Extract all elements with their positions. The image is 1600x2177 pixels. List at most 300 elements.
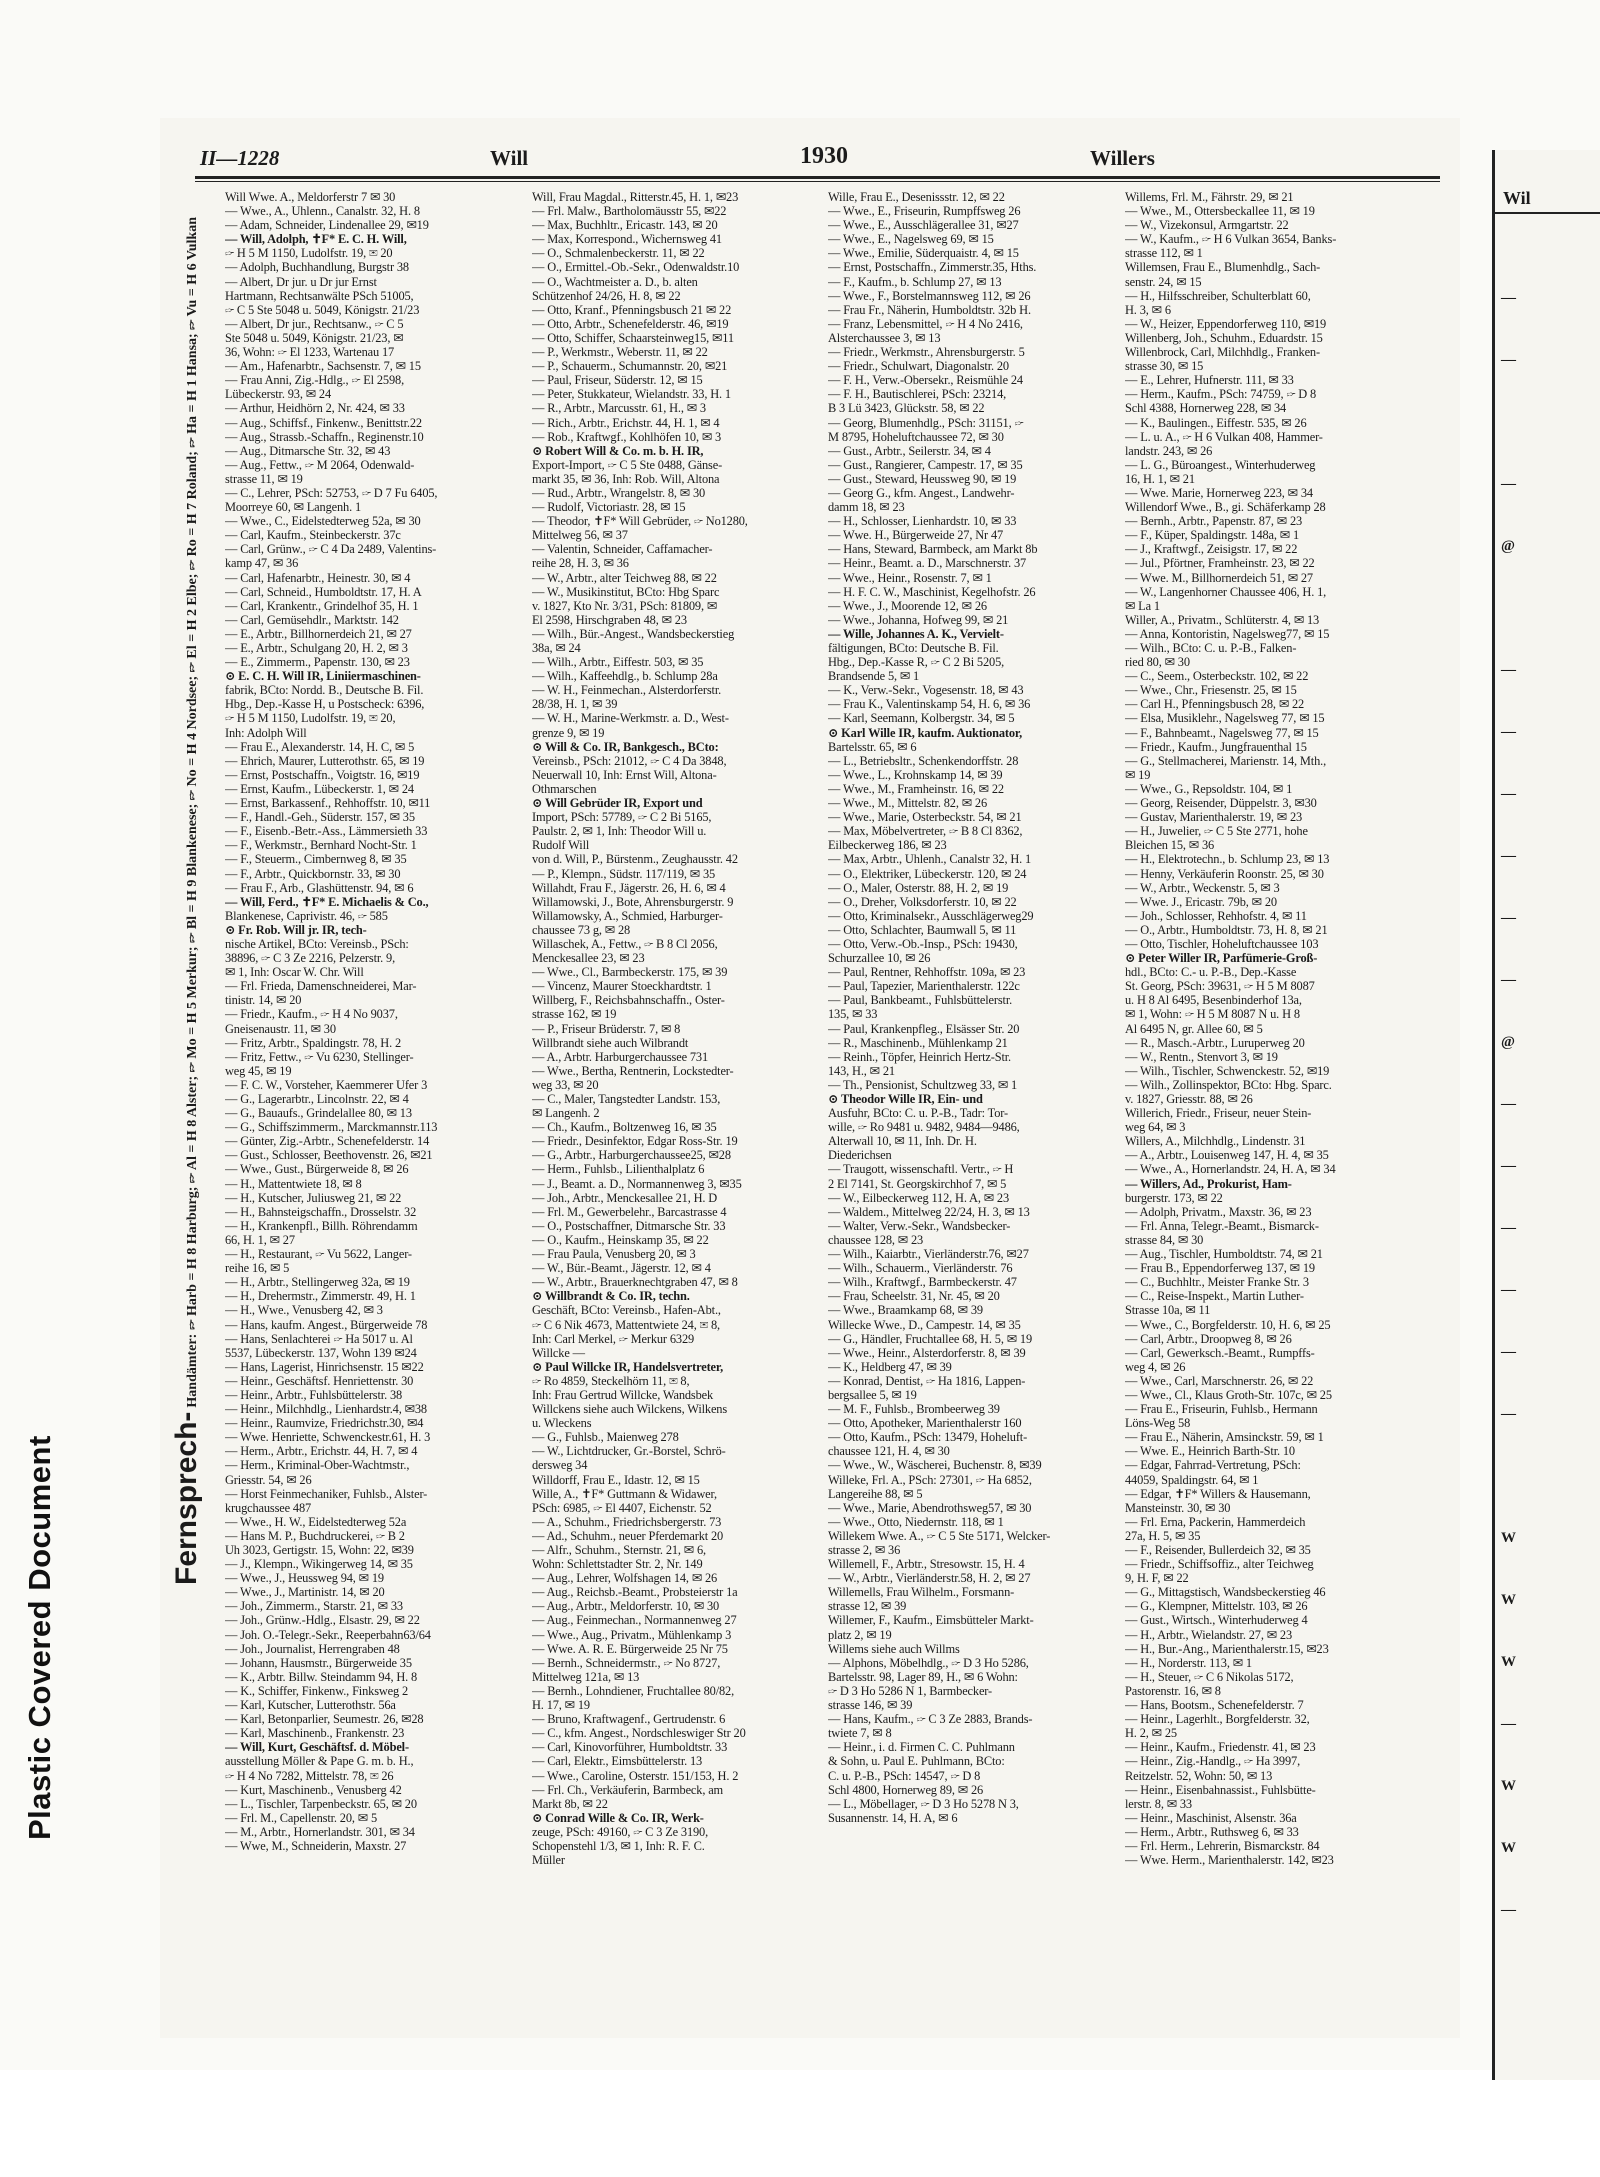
directory-entry-line: — Aug., Feinmechan., Normannenweg 27 [532, 1613, 737, 1628]
directory-entry-line: — Wwe. A. R. E. Bürgerweide 25 Nr 75 [532, 1641, 728, 1656]
directory-entry-line: — Ehrich, Maurer, Lutterothstr. 65, ✉ 19 [225, 753, 425, 768]
directory-entry-line: — Otto, Kranf., Pfenningsbusch 21 ✉ 22 [532, 302, 732, 317]
header-rule-thin [195, 181, 1440, 182]
directory-entry-line: nische Artikel, BCto: Vereinsb., PSch: [225, 936, 409, 951]
directory-entry-line: — Am., Hafenarbtr., Sachsenstr. 7, ✉ 15 [225, 359, 421, 374]
directory-entry-line: — Paul, Rentner, Rehhoffstr. 109a, ✉ 23 [828, 965, 1026, 980]
directory-entry-line: strasse 162, ✉ 19 [532, 1007, 617, 1022]
directory-entry-line: — Paul, Friseur, Süderstr. 12, ✉ 15 [532, 373, 703, 388]
directory-entry-line: — Edgar, Fahrrad-Vertretung, PSch: [1125, 1458, 1301, 1473]
directory-entry-line: — P., Klempn., Südstr. 117/119, ✉ 35 [532, 866, 716, 881]
directory-entry-line: — Joh., Schlosser, Rehhofstr. 4, ✉ 11 [1125, 908, 1307, 923]
directory-entry-line: — Max, Arbtr., Uhlenh., Canalstr 32, H. 1 [828, 852, 1032, 867]
directory-entry-line: — Karl, Maschinenb., Frankenstr. 23 [225, 1726, 405, 1741]
directory-entry-line: — Ad., Schuhm., neuer Pferdemarkt 20 [532, 1528, 724, 1543]
directory-entry-line: — Ernst, Barkassenf., Rehhoffstr. 10, ✉11 [225, 796, 431, 811]
directory-entry-line: — Alphons, Möbelhdlg., 🖙 D 3 Ho 5286, [828, 1655, 1029, 1670]
directory-entry-line: Geschäft, BCto: Vereinsb., Hafen-Abt., [532, 1303, 721, 1318]
directory-entry-line: Rudolf Will [532, 838, 590, 853]
directory-entry-line: zeuge, PSch: 49160, 🖙 C 3 Ze 3190, [532, 1824, 709, 1839]
directory-entry-line: — H., Steuer, 🖙 C 6 Nikolas 5172, [1125, 1669, 1294, 1684]
directory-entry-line: — W. H., Feinmechan., Alsterdorferstr. [532, 683, 722, 698]
directory-entry-line: — Heinr., Kaufm., Friedenstr. 41, ✉ 23 [1125, 1740, 1316, 1755]
directory-entry-line: ausstellung Möller & Pape G. m. b. H., [225, 1754, 414, 1769]
directory-entry-line: — Heinr., i. d. Firmen C. C. Puhlmann [828, 1740, 1015, 1755]
directory-entry-line: — Will, Adolph, ✝F* E. C. H. Will, [225, 232, 407, 247]
directory-entry-line: PSch: 6985, 🖙 El 4407, Eichenstr. 52 [532, 1500, 712, 1515]
directory-entry-line: — K., Baulingen., Eiffestr. 535, ✉ 26 [1125, 415, 1307, 430]
directory-entry-line: — Theodor, ✝F* Will Gebrüder, 🖙 No1280, [532, 514, 748, 529]
directory-entry-line: — P., Friseur Brüderstr. 7, ✉ 8 [532, 1021, 681, 1036]
directory-entry-line: — G., Bauaufs., Grindelallee 80, ✉ 13 [225, 1106, 412, 1121]
directory-entry-line: Willemells, Frau Wilhelm., Forsmann- [828, 1585, 1015, 1600]
directory-entry-line: — Frau F., Arb., Glashüttenstr. 94, ✉ 6 [225, 880, 414, 895]
directory-entry-line: 🖙 H 4 No 7282, Mittelstr. 78, ✉ 26 [225, 1768, 394, 1783]
directory-entry-line: — Wwe. Marie, Hornerweg 223, ✉ 34 [1125, 485, 1313, 500]
directory-entry-line: — Karl, Kutscher, Lutterothstr. 56a [225, 1698, 396, 1713]
directory-entry-line: Willckens siehe auch Wilckens, Wilkens [532, 1402, 728, 1417]
directory-entry-line: 143, H., ✉ 21 [828, 1063, 895, 1078]
directory-entry-line: — Wwe, M., Schneiderin, Maxstr. 27 [225, 1838, 407, 1853]
directory-entry-line: Susannenstr. 14, H. A, ✉ 6 [828, 1810, 958, 1825]
directory-entry-line: — H., Krankenpfl., Billh. Röhrendamm [225, 1218, 418, 1233]
directory-entry-line: — Heinr., Lagerhlt., Borgfelderstr. 32, [1125, 1712, 1310, 1727]
directory-entry-line: strasse 2, ✉ 36 [828, 1543, 901, 1557]
directory-entry-line: fältigungen, BCto: Deutsche B. Fil. [828, 641, 999, 655]
directory-entry-line: — H., Norderstr. 113, ✉ 1 [1125, 1655, 1252, 1670]
directory-entry-line: Import, PSch: 57789, 🖙 C 2 Bi 5165, [532, 810, 712, 825]
directory-entry-line: — Gustav, Marienthalerstr. 19, ✉ 23 [1125, 810, 1303, 825]
directory-entry-line: strasse 84, ✉ 30 [1125, 1232, 1204, 1247]
directory-entry-line: — E., Arbtr., Schulgang 20, H. 2, ✉ 3 [225, 641, 408, 655]
directory-entry-line: Mansteinstr. 30, ✉ 30 [1125, 1500, 1231, 1515]
directory-entry-line: — Herm., Fuhlsb., Lilienthalplatz 6 [532, 1162, 705, 1177]
directory-entry-line: — H., Arbtr., Wielandstr. 27, ✉ 23 [1125, 1627, 1292, 1642]
directory-entry-line: platz 2, ✉ 19 [828, 1627, 892, 1642]
directory-entry-line: Eilbeckerweg 186, ✉ 23 [828, 838, 947, 853]
directory-entry-line: ⊙ Karl Wille IR, kaufm. Auktionator, [828, 725, 1023, 740]
directory-entry-line: — Frau E., Alexanderstr. 14, H. C, ✉ 5 [225, 739, 415, 754]
directory-entry-line: — Otto, Tischler, Hoheluftchaussee 103 [1125, 936, 1319, 951]
directory-entry-line: Will, Frau Magdal., Ritterstr.45, H. 1, ✉23 [532, 190, 739, 204]
directory-entry-line: ⊙ Peter Willer IR, Parfümerie-Groß- [1125, 951, 1318, 966]
directory-entry-line: — Valentin, Schneider, Caffamacher- [532, 542, 713, 557]
adjacent-fragment: — [1501, 1716, 1516, 1732]
directory-entry-line: — Frau Paula, Venusberg 20, ✉ 3 [532, 1247, 696, 1262]
adjacent-fragment: — [1501, 290, 1516, 306]
adjacent-fragment: W [1501, 1654, 1516, 1670]
directory-entry-line: burgerstr. 173, ✉ 22 [1125, 1190, 1223, 1205]
directory-entry-line: — Johann, Hausmstr., Bürgerweide 35 [225, 1655, 412, 1670]
directory-entry-line: u. H 8 Al 6495, Besenbinderhof 13a, [1125, 993, 1302, 1008]
adjacent-fragment: — [1501, 1158, 1516, 1174]
legend-codes: 🖙 Harb = H 8 Harburg; 🖙 Al = H 8 Alster; 🖙 Mo = H 5 Merkur; 🖙 Bl = H 9 Blankenese; 🖙 No = H 4 Nordsee; 🖙 El = H 2 Elbe; 🖙 Ro = H 7 Roland; 🖙 Ha = H 1 Hansa; 🖙 Vu = H 6 Vulkan [185, 217, 200, 1330]
directory-entry-line: ✉ La 1 [1125, 598, 1160, 613]
directory-entry-line: Bleichen 15, ✉ 36 [1125, 838, 1215, 853]
directory-entry-line: Griesstr. 54, ✉ 26 [225, 1472, 312, 1487]
directory-entry-line: — J., Beamt. a. D., Normannenweg 3, ✉35 [532, 1176, 742, 1191]
directory-entry-line: — Alfr., Schuhm., Sternstr. 21, ✉ 6, [532, 1543, 706, 1557]
directory-entry-line: senstr. 24, ✉ 15 [1125, 274, 1202, 289]
adjacent-fragment: W [1501, 1530, 1516, 1546]
directory-entry-line: Schopenstehl 1/3, ✉ 1, Inh: R. F. C. [532, 1838, 705, 1853]
directory-entry-line: — Wilh., Arbtr., Eiffestr. 503, ✉ 35 [532, 655, 704, 670]
directory-entry-line: — Frl. Malw., Bartholomäusstr 55, ✉22 [532, 204, 727, 219]
directory-entry-line: Markt 8b, ✉ 22 [532, 1796, 608, 1811]
directory-entry-line: — F., Küper, Spaldingstr. 148a, ✉ 1 [1125, 528, 1300, 543]
directory-entry-line: Al 6495 N, gr. Allee 60, ✉ 5 [1125, 1021, 1263, 1036]
adjacent-fragment: — [1501, 724, 1516, 740]
directory-entry-line: Hbg., Dep.-Kasse H, u Postscheck: 6396, [225, 697, 425, 712]
directory-entry-line: Willerich, Friedr., Friseur, neuer Stein- [1125, 1106, 1312, 1121]
directory-entry-line: — Wilh., Kraftwgf., Barmbeckerstr. 47 [828, 1275, 1017, 1290]
directory-entry-line: Wille, A., ✝F* Guttmann & Widawer, [532, 1486, 717, 1501]
directory-entry-line: — Wwe., Otto, Niedernstr. 118, ✉ 1 [828, 1514, 1004, 1529]
directory-entry-line: — Wwe., W., Wäscherei, Buchenstr. 8, ✉39 [828, 1458, 1042, 1473]
directory-entry-line: — Joh., Grünw.-Hdlg., Elsastr. 29, ✉ 22 [225, 1613, 420, 1628]
directory-entry-line: — Frl. M., Gewerbelehr., Barcastrasse 4 [532, 1204, 727, 1219]
header-rule [195, 176, 1440, 179]
directory-entry-line: — Albert, Dr jur., Rechtsanw., 🖙 C 5 [225, 316, 404, 331]
directory-entry-line: M 8795, Hoheluftchaussee 72, ✉ 30 [828, 429, 1004, 444]
directory-entry-line: — J., Kraftwgf., Zeisigstr. 17, ✉ 22 [1125, 542, 1298, 557]
directory-entry-line: — Will, Kurt, Geschäftsf. d. Möbel- [225, 1740, 409, 1755]
directory-entry-line: Willbrandt siehe auch Wilbrandt [532, 1035, 689, 1050]
directory-entry-line: Willdorff, Frau E., Idastr. 12, ✉ 15 [532, 1472, 700, 1487]
directory-entry-line: Will Wwe. A., Meldorferstr 7 ✉ 30 [225, 190, 396, 204]
directory-entry-line: — Wwe., A., Uhlenn., Canalstr. 32, H. 8 [225, 204, 420, 219]
directory-entry-line: Wille, Frau E., Desenissstr. 12, ✉ 22 [828, 190, 1005, 204]
directory-entry-line: — Wwe. E., Heinrich Barth-Str. 10 [1125, 1444, 1295, 1459]
directory-entry-line: Hartmann, Rechtsanwälte PSch 51005, [225, 288, 414, 303]
directory-entry-line: — Wwe., Cl., Barmbeckerstr. 175, ✉ 39 [532, 965, 728, 980]
directory-entry-line: Inh: Carl Merkel, 🖙 Merkur 6329 [532, 1331, 695, 1346]
directory-page [160, 118, 1460, 2038]
directory-entry-line: — Carl, Kinovorführer, Humboldtstr. 33 [532, 1740, 728, 1755]
directory-entry-line: — G., Fuhlsb., Maienweg 278 [532, 1430, 679, 1445]
directory-entry-line: — Bruno, Kraftwagenf., Gertrudenstr. 6 [532, 1712, 726, 1727]
directory-entry-line: 44059, Spaldingstr. 64, ✉ 1 [1125, 1472, 1259, 1487]
directory-entry-line: — W., Heizer, Eppendorferweg 110, ✉19 [1125, 316, 1327, 331]
directory-entry-line: — Friedr., Schiffsoffiz., alter Teichweg [1125, 1557, 1314, 1572]
directory-entry-line: — Frl. Anna, Telegr.-Beamt., Bismarck- [1125, 1218, 1319, 1233]
column-2 [532, 190, 834, 2030]
directory-entry-line: — Wwe. H., Bürgerweide 27, Nr 47 [828, 528, 1004, 543]
directory-entry-line: twiete 7, ✉ 8 [828, 1726, 892, 1741]
adjacent-fragment: — [1501, 662, 1516, 678]
directory-entry-line: — Hans M. P., Buchdruckerei, 🖙 B 2 [225, 1528, 405, 1543]
directory-entry-line: — O., Maler, Osterstr. 88, H. 2, ✉ 19 [828, 880, 1009, 895]
directory-entry-line: — H., Mattentwiete 18, ✉ 8 [225, 1176, 362, 1191]
directory-entry-line: — H., Wwe., Venusberg 42, ✉ 3 [225, 1303, 383, 1318]
directory-entry-line: Lübeckerstr. 93, ✉ 24 [225, 387, 331, 402]
directory-entry-line: Paulstr. 2, ✉ 1, Inh: Theodor Will u. [532, 824, 707, 839]
directory-entry-line: strasse 112, ✉ 1 [1125, 246, 1203, 261]
directory-entry-line: 2 El 7141, St. Georgskirchhof 7, ✉ 5 [828, 1176, 1007, 1191]
directory-entry-line: Willamowski, J., Bote, Ahrensburgerstr. 9 [532, 894, 734, 909]
directory-entry-line: — Frau Anni, Zig.-Hdlg., 🖙 El 2598, [225, 373, 405, 388]
directory-entry-line: — Aug., Reichsb.-Beamt., Probsteierstr 1a [532, 1585, 738, 1600]
directory-entry-line: — O., Schmalenbeckerstr. 11, ✉ 22 [532, 246, 705, 261]
column-1 [225, 190, 527, 2030]
directory-entry-line: — Paul, Krankenpfleg., Elsässer Str. 20 [828, 1021, 1020, 1036]
directory-entry-line: — Heinr., Beamt. a. D., Marschnerstr. 37 [828, 556, 1027, 571]
directory-entry-line: — W., Kaufm., 🖙 H 6 Vulkan 3654, Banks- [1125, 232, 1337, 247]
directory-entry-line: — Heinr., Maschinist, Alsenstr. 36a [1125, 1810, 1297, 1825]
directory-entry-line: — Wwe., Braamkamp 68, ✉ 39 [828, 1303, 983, 1318]
directory-entry-line: — Paul, Bankbeamt., Fuhlsbüttelerstr. [828, 993, 1013, 1008]
directory-entry-line: — G., Lagerarbtr., Lincolnstr. 22, ✉ 4 [225, 1092, 409, 1106]
directory-entry-line: Mittelweg 121a, ✉ 13 [532, 1669, 640, 1684]
directory-entry-line: chaussee 128, ✉ 23 [828, 1232, 924, 1247]
page-header [160, 118, 1460, 182]
directory-entry-line: Schurzallee 10, ✉ 26 [828, 951, 931, 966]
directory-entry-line: Willendorf Wwe., B., gi. Schäferkamp 28 [1125, 500, 1326, 515]
directory-entry-line: Moorreye 60, ✉ Langenh. 1 [225, 500, 362, 515]
directory-entry-line: ✉ 1, Wohn: 🖙 H 5 M 8087 N u. H 8 [1125, 1007, 1300, 1022]
directory-entry-line: — Otto, Arbtr., Schenefelderstr. 46, ✉19 [532, 316, 729, 331]
legend-title: Fernsprech- [170, 1411, 203, 1585]
directory-entry-line: v. 1827, Griesstr. 88, ✉ 26 [1125, 1092, 1253, 1106]
directory-entry-line: 🖙 H 5 M 1150, Ludolfstr. 19, ✉ 20 [225, 246, 393, 261]
directory-entry-line: — R., Maschinenb., Mühlenkamp 21 [828, 1035, 1008, 1050]
directory-entry-line: — Will, Ferd., ✝F* E. Michaelis & Co., [225, 894, 429, 909]
directory-entry-line: — Rud., Arbtr., Wrangelstr. 8, ✉ 30 [532, 485, 706, 500]
directory-entry-line: — Frl. Ch., Verkäuferin, Barmbeck, am [532, 1782, 724, 1797]
directory-entry-line: — Ernst, Postschaffn., Zimmerstr.35, Hths. [828, 260, 1037, 275]
directory-entry-line: — Arthur, Heidhörn 2, Nr. 424, ✉ 33 [225, 401, 405, 416]
directory-entry-line: — W., Lichtdrucker, Gr.-Borstel, Schrö- [532, 1444, 726, 1459]
directory-entry-line: — Frau E., Friseurin, Fuhlsb., Hermann [1125, 1402, 1318, 1417]
directory-entry-line: St. Georg, PSch: 39631, 🖙 H 5 M 8087 [1125, 979, 1315, 994]
directory-entry-line: 🖙 C 6 Nik 4673, Mattentwiete 24, ✉ 8, [532, 1317, 720, 1332]
directory-entry-line: Pastorenstr. 16, ✉ 8 [1125, 1683, 1221, 1698]
directory-entry-line: — Otto, Kaufm., PSch: 13479, Hoheluft- [828, 1430, 1028, 1445]
directory-entry-line: — Franz, Lebensmittel, 🖙 H 4 No 2416, [828, 316, 1023, 331]
directory-entry-line: 🖙 C 5 Ste 5048 u. 5049, Königstr. 21/23 [225, 302, 420, 317]
directory-entry-line: — Peter, Stukkateur, Wielandstr. 33, H. 1 [532, 387, 731, 402]
directory-entry-line: Uh 3023, Gertigstr. 15, Wohn: 22, ✉39 [225, 1543, 414, 1557]
directory-entry-line: — R., Arbtr., Marcusstr. 61, H., ✉ 3 [532, 401, 706, 416]
directory-entry-line: 38a, ✉ 24 [532, 641, 581, 655]
directory-entry-line: kamp 47, ✉ 36 [225, 556, 299, 571]
directory-entry-line: — Wwe., M., Ottersbeckallee 11, ✉ 19 [1125, 204, 1315, 219]
directory-entry-line: — Kurt, Maschinenb., Venusberg 42 [225, 1782, 402, 1797]
directory-entry-line: — Ernst, Kaufm., Lübeckerstr. 1, ✉ 24 [225, 781, 414, 796]
directory-entry-line: Löns-Weg 58 [1125, 1416, 1191, 1431]
directory-entry-line: — Gust., Arbtr., Seilerstr. 34, ✉ 4 [828, 443, 991, 458]
directory-entry-line: — F., Reisender, Bullerdeich 32, ✉ 35 [1125, 1543, 1311, 1557]
directory-entry-line: — Wwe., M., Framheinstr. 16, ✉ 22 [828, 781, 1004, 796]
header-year: 1930 [800, 143, 848, 169]
directory-entry-line: Willemsen, Frau E., Blumenhdlg., Sach- [1125, 260, 1321, 275]
directory-entry-line: Inh: Adolph Will [225, 725, 307, 740]
directory-entry-line: Willekem Wwe. A., 🖙 C 5 Ste 5171, Welcker- [828, 1528, 1051, 1543]
directory-entry-line: — Heinr., Eisenbahnassist., Fuhlsbütte- [1125, 1782, 1316, 1797]
directory-entry-line: — Frau E., Näherin, Amsinckstr. 59, ✉ 1 [1125, 1430, 1324, 1445]
directory-entry-line: — F., Kaufm., b. Schlump 27, ✉ 13 [828, 274, 1002, 289]
directory-entry-line: strasse 11, ✉ 19 [225, 471, 303, 486]
directory-entry-line: — F., Arbtr., Quickbornstr. 33, ✉ 30 [225, 866, 401, 881]
directory-entry-line: — Carl, Gemüsehdlr., Marktstr. 142 [225, 612, 399, 627]
directory-entry-line: — Wwe. M., Billhornerdeich 51, ✉ 27 [1125, 570, 1313, 585]
directory-entry-line: dersweg 34 [532, 1458, 588, 1473]
directory-entry-line: Willers, A., Milchhdlg., Lindenstr. 31 [1125, 1134, 1306, 1149]
directory-entry-line: 36, Wohn: 🖙 El 1233, Wartenau 17 [225, 345, 395, 360]
directory-entry-line: — Friedr., Werkmstr., Ahrensburgerstr. 5 [828, 345, 1025, 360]
directory-entry-line: — Hans, Lagerist, Hinrichsenstr. 15 ✉22 [225, 1359, 424, 1374]
directory-entry-line: — Günter, Zig.-Arbtr., Schenefelderstr. 14 [225, 1134, 430, 1149]
directory-entry-line: hdl., BCto: C.- u. P.-B., Dep.-Kasse [1125, 965, 1297, 980]
directory-entry-line: — Aug., Lehrer, Wolfshagen 14, ✉ 26 [532, 1571, 718, 1586]
directory-entry-line: Bartelsstr. 98, Lager 89, H., ✉ 6 Wohn: [828, 1669, 1018, 1684]
directory-entry-line: — F. C. W., Vorsteher, Kaemmerer Ufer 3 [225, 1077, 428, 1092]
directory-entry-line: — Elsa, Musiklehr., Nagelsweg 77, ✉ 15 [1125, 711, 1325, 726]
directory-entry-line: strasse 146, ✉ 39 [828, 1698, 913, 1713]
directory-entry-line: 28/38, H. 1, ✉ 39 [532, 697, 618, 712]
directory-entry-line: Schl 4388, Hornerweg 228, ✉ 34 [1125, 401, 1287, 416]
directory-entry-line: — C., Reise-Inspekt., Martin Luther- [1125, 1289, 1304, 1304]
adjacent-fragment: W [1501, 1592, 1516, 1608]
directory-entry-line: Willenberg, Joh., Schuhm., Eduardstr. 15 [1125, 330, 1323, 345]
directory-entry-line: — H., Restaurant, 🖙 Vu 5622, Langer- [225, 1247, 412, 1262]
directory-entry-line: — Aug., Tischler, Humboldtstr. 74, ✉ 21 [1125, 1247, 1323, 1262]
adjacent-page-header: Wil [1503, 188, 1531, 208]
directory-entry-line: ⊙ Paul Willcke IR, Handelsvertreter, [532, 1359, 724, 1374]
directory-entry-line: — W. H., Marine-Werkmstr. a. D., West- [532, 711, 729, 726]
adjacent-fragment: @ [1501, 538, 1515, 554]
directory-entry-line: fabrik, BCto: Nordd. B., Deutsche B. Fil. [225, 683, 424, 698]
directory-entry-line: — Adam, Schneider, Lindenallee 29, ✉19 [225, 218, 429, 233]
directory-entry-line: Willems siehe auch Willms [828, 1641, 960, 1656]
directory-entry-line: — A., Schuhm., Friedrichsbergerstr. 73 [532, 1514, 722, 1529]
directory-entry-line: Menckesallee 23, ✉ 23 [532, 951, 645, 966]
directory-entry-line: — F., Bahnbeamt., Nagelsweg 77, ✉ 15 [1125, 725, 1319, 740]
directory-entry-line: Alterwall 10, ✉ 11, Inh. Dr. H. [828, 1134, 977, 1149]
directory-entry-line: — Wwe., Bertha, Rentnerin, Lockstedter- [532, 1063, 734, 1078]
directory-entry-line: — Heinr., Geschäftsf. Henriettenstr. 30 [225, 1373, 414, 1388]
directory-entry-line: — Wwe., Johanna, Hofweg 99, ✉ 21 [828, 612, 1009, 627]
directory-entry-line: von d. Will, P., Bürstenm., Zeughausstr. 42 [532, 852, 738, 867]
directory-entry-line: — Bernh., Schneidermstr., 🖙 No 8727, [532, 1655, 721, 1670]
adjacent-fragment: — [1501, 972, 1516, 988]
directory-entry-line: — Wwe., H. W., Eidelstedterweg 52a [225, 1514, 407, 1529]
directory-entry-line: H. 3, ✉ 6 [1125, 302, 1171, 317]
directory-entry-line: — Otto, Apotheker, Marienthalerstr 160 [828, 1416, 1022, 1431]
directory-entry-line: Gneisenaustr. 11, ✉ 30 [225, 1021, 336, 1036]
directory-entry-line: — Friedr., Schulwart, Diagonalstr. 20 [828, 359, 1009, 374]
directory-entry-line: — Friedr., Kaufm., 🖙 H 4 No 9037, [225, 1007, 398, 1022]
directory-entry-line: — Wwe., Marie, Abendrothsweg57, ✉ 30 [828, 1500, 1032, 1515]
adjacent-fragment: — [1501, 1220, 1516, 1236]
directory-entry-line: chaussee 73 g, ✉ 28 [532, 922, 631, 937]
directory-entry-line: — H., Drehermstr., Zimmerstr. 49, H. 1 [225, 1289, 416, 1304]
adjacent-fragment: @ [1501, 1034, 1515, 1050]
directory-entry-line: — Heinr., Arbtr., Fuhlsbüttelerstr. 38 [225, 1387, 403, 1402]
directory-entry-line: — K., Heldberg 47, ✉ 39 [828, 1359, 952, 1374]
directory-entry-line: Diederichsen [828, 1148, 892, 1163]
directory-entry-line: — Aug., Arbtr., Meldorferstr. 10, ✉ 30 [532, 1599, 720, 1614]
directory-entry-line: — W., Rentn., Stenvort 3, ✉ 19 [1125, 1049, 1278, 1064]
directory-entry-line: — Reinh., Töpfer, Heinrich Hertz-Str. [828, 1049, 1011, 1064]
directory-entry-line: Mittelweg 56, ✉ 37 [532, 528, 628, 543]
directory-entry-line: — Aug., Schiffsf., Finkenw., Benittstr.22 [225, 415, 422, 430]
directory-entry-line: — C., Buchhltr., Meister Franke Str. 3 [1125, 1275, 1309, 1290]
directory-entry-line: 16, H. 1, ✉ 21 [1125, 471, 1195, 486]
directory-entry-line: grenze 9, ✉ 19 [532, 725, 605, 740]
directory-entry-line: — Max, Korrespond., Wichernsweg 41 [532, 232, 722, 247]
directory-entry-line: — Wwe., Caroline, Osterstr. 151/153, H. 2 [532, 1768, 739, 1783]
directory-entry-line: — Ch., Kaufm., Boltzenweg 16, ✉ 35 [532, 1120, 717, 1135]
directory-entry-line: markt 35, ✉ 36, Inh: Rob. Will, Altona [532, 471, 720, 486]
directory-entry-line: — Otto, Schlachter, Baumwall 5, ✉ 11 [828, 922, 1017, 937]
directory-entry-line: — L., Betriebsltr., Schenkendorffstr. 28 [828, 753, 1019, 768]
directory-entry-line: — Wwe., E., Friseurin, Rumpffsweg 26 [828, 204, 1021, 219]
directory-entry-line: 66, H. 1, ✉ 27 [225, 1232, 295, 1247]
directory-entry-line: — L., Tischler, Tarpenbeckstr. 65, ✉ 20 [225, 1796, 417, 1811]
directory-entry-line: Willemer, F., Kaufm., Eimsbütteler Markt- [828, 1613, 1034, 1628]
directory-entry-line: — W., Bür.-Beamt., Jägerstr. 12, ✉ 4 [532, 1261, 711, 1276]
directory-entry-line: Schl 4800, Hornerweg 89, ✉ 26 [828, 1782, 984, 1797]
directory-entry-line: — Joh., Zimmerm., Starstr. 21, ✉ 33 [225, 1599, 403, 1614]
directory-entry-line: — F. H., Verw.-Obersekr., Reismühle 24 [828, 373, 1023, 388]
directory-entry-line: — Fritz, Arbtr., Spaldingstr. 78, H. 2 [225, 1035, 402, 1050]
directory-entry-line: Willahdt, Frau F., Jägerstr. 26, H. 6, ✉ 4 [532, 880, 726, 895]
directory-entry-line: — Frl. Frieda, Damenschneiderei, Mar- [225, 979, 417, 994]
directory-entry-line: ✉ 19 [1125, 767, 1151, 782]
directory-entry-line: — G., Arbtr., Harburgerchaussee25, ✉28 [532, 1148, 731, 1163]
directory-entry-line: — Bernh., Lohndiener, Fruchtallee 80/82, [532, 1683, 735, 1698]
directory-entry-line: — Joh., Journalist, Herrengraben 48 [225, 1641, 400, 1656]
legend-subtitle: Handämter: [185, 1333, 200, 1408]
directory-entry-line: — Georg, Blumenhdlg., PSch: 31151, 🖙 [828, 415, 1024, 430]
directory-entry-line: 135, ✉ 33 [828, 1007, 878, 1022]
directory-entry-line: — W., Vizekonsul, Armgartstr. 22 [1125, 218, 1289, 233]
directory-entry-line: Willcke — [532, 1345, 585, 1360]
directory-entry-line: — Hans, kaufm. Angest., Bürgerweide 78 [225, 1317, 428, 1332]
directory-entry-line: Willberg, F., Reichsbahnschaffn., Oster- [532, 993, 725, 1008]
directory-entry-line: — K., Arbtr. Billw. Steindamm 94, H. 8 [225, 1669, 418, 1684]
directory-entry-line: 5537, Lübeckerstr. 137, Wohn 139 ✉24 [225, 1345, 417, 1360]
directory-entry-line: — Edgar, ✝F* Willers & Hausemann, [1125, 1486, 1311, 1501]
directory-entry-line: — Karl, Seemann, Kolbergstr. 34, ✉ 5 [828, 711, 1015, 726]
directory-entry-line: 🖙 D 3 Ho 5286 N 1, Barmbecker- [828, 1683, 992, 1698]
directory-entry-line: — Henny, Verkäuferin Roonstr. 25, ✉ 30 [1125, 866, 1324, 881]
directory-entry-line: — Hans, Bootsm., Schenefelderstr. 7 [1125, 1698, 1304, 1713]
directory-entry-line: Willamowsky, A., Schmied, Harburger- [532, 908, 723, 923]
directory-entry-line: — M., Arbtr., Hornerlandstr. 301, ✉ 34 [225, 1824, 415, 1839]
directory-entry-line: — E., Lehrer, Hufnerstr. 111, ✉ 33 [1125, 373, 1294, 388]
directory-entry-line: — Frl. Erna, Packerin, Hammerdeich [1125, 1514, 1306, 1529]
directory-entry-line: — Wwe., Chr., Friesenstr. 25, ✉ 15 [1125, 683, 1297, 698]
directory-entry-line: — Wwe., J., Moorende 12, ✉ 26 [828, 598, 987, 613]
directory-entry-line: Export-Import, 🖙 C 5 Ste 0488, Gänse- [532, 457, 723, 472]
directory-entry-line: — C., Lehrer, PSch: 52753, 🖙 D 7 Fu 6405, [225, 485, 438, 500]
directory-entry-line: Ste 5048 u. 5049, Königstr. 21/23, ✉ [225, 330, 404, 345]
directory-entry-line: — Wwe., J., Martinistr. 14, ✉ 20 [225, 1585, 385, 1600]
directory-entry-line: — Wwe., Marie, Osterbeckstr. 54, ✉ 21 [828, 810, 1022, 825]
side-label: Plastic Covered Document [22, 1435, 57, 1840]
directory-entry-line: — H., Bur.-Ang., Marienthalerstr.15, ✉23 [1125, 1641, 1329, 1656]
directory-entry-line: Reitzelstr. 52, Wohn: 50, ✉ 13 [1125, 1768, 1273, 1783]
directory-entry-line: — H., Juwelier, 🖙 C 5 Ste 2771, hohe [1125, 824, 1308, 839]
directory-entry-line: — Anna, Kontoristin, Nagelsweg77, ✉ 15 [1125, 626, 1330, 641]
directory-entry-line: Blankenese, Caprivistr. 46, 🖙 585 [225, 908, 388, 923]
directory-entry-line: — C., Seem., Osterbeckstr. 102, ✉ 22 [1125, 669, 1309, 684]
directory-entry-line: — W., Arbtr., alter Teichweg 88, ✉ 22 [532, 570, 717, 585]
directory-entry-line: Othmarschen [532, 781, 597, 796]
directory-entry-line: — Gust., Rangierer, Campestr. 17, ✉ 35 [828, 457, 1023, 472]
